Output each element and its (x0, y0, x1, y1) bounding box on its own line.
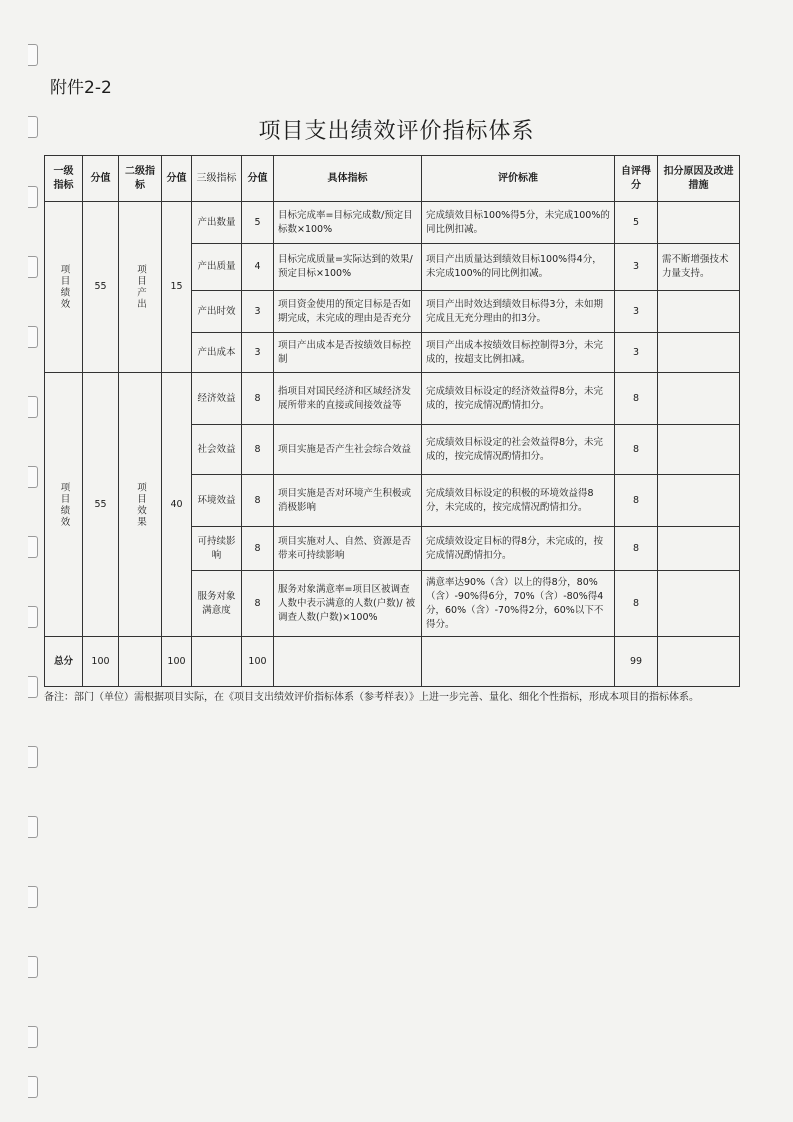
reason-cell (658, 333, 740, 373)
score3-cell: 8 (242, 373, 274, 425)
total-empty-cell (119, 637, 162, 687)
total-self-score: 99 (615, 637, 658, 687)
binding-hole (28, 396, 38, 418)
total-empty-cell (274, 637, 422, 687)
total-empty-cell (192, 637, 242, 687)
binding-hole (28, 676, 38, 698)
level3-cell: 产出质量 (192, 244, 242, 291)
header-indicator: 具体指标 (274, 156, 422, 202)
reason-cell (658, 527, 740, 571)
binding-hole (28, 606, 38, 628)
level1-label: 项目绩效 (58, 264, 70, 310)
header-standard: 评价标准 (422, 156, 615, 202)
header-reason: 扣分原因及改进措施 (658, 156, 740, 202)
standard-cell: 项目产出成本按绩效目标控制得3分，未完成的，按超支比例扣减。 (422, 333, 615, 373)
indicator-cell: 项目实施是否对环境产生积极或消极影响 (274, 475, 422, 527)
indicator-cell: 指项目对国民经济和区域经济发展所带来的直接或间接效益等 (274, 373, 422, 425)
reason-cell (658, 425, 740, 475)
binding-hole (28, 44, 38, 66)
header-level3: 三级指标 (192, 156, 242, 202)
standard-cell: 完成绩效目标100%得5分，未完成100%的同比例扣减。 (422, 202, 615, 244)
level1-cell (45, 373, 83, 637)
header-score1: 分值 (83, 156, 119, 202)
binding-hole (28, 536, 38, 558)
score2-cell: 40 (162, 373, 192, 637)
total-score1: 100 (83, 637, 119, 687)
page-title: 项目支出绩效评价指标体系 (258, 119, 535, 144)
header-score3: 分值 (242, 156, 274, 202)
standard-cell: 完成绩效目标设定的经济效益得8分，未完成的，按完成情况酌情扣分。 (422, 373, 615, 425)
binding-hole (28, 956, 38, 978)
level2-cell (119, 373, 162, 637)
table-row (45, 373, 740, 425)
standard-cell: 满意率达90%（含）以上的得8分，80%（含）-90%得6分，70%（含）-80%得4分，60%（含）-70%得2分，60%以下不得分。 (422, 571, 615, 637)
indicator-cell: 项目实施是否产生社会综合效益 (274, 425, 422, 475)
total-empty-cell (422, 637, 615, 687)
indicator-cell: 项目实施对人、自然、资源是否带来可持续影响 (274, 527, 422, 571)
reason-cell: 需不断增强技术力量支持。 (658, 244, 740, 291)
indicator-cell: 项目产出成本是否按绩效目标控制 (274, 333, 422, 373)
total-score3: 100 (242, 637, 274, 687)
header-score2: 分值 (162, 156, 192, 202)
self-score-cell: 8 (615, 571, 658, 637)
level3-cell: 产出数量 (192, 202, 242, 244)
level2-label: 项目效果 (135, 481, 146, 528)
binding-hole (28, 746, 38, 768)
score1-cell: 55 (83, 373, 119, 637)
reason-cell (658, 571, 740, 637)
level3-cell: 环境效益 (192, 475, 242, 527)
footnote: 备注：部门（单位）需根据项目实际，在《项目支出绩效评价指标体系（参考样表）》上进一步完善、量化、细化个性指标，形成本项目的指标体系。 (44, 692, 699, 703)
standard-cell: 完成绩效目标设定的积极的环境效益得8分，未完成的，按完成情况酌情扣分。 (422, 475, 615, 527)
score1-cell: 55 (83, 202, 119, 373)
total-label: 总分 (45, 637, 83, 687)
score3-cell: 5 (242, 202, 274, 244)
binding-hole (28, 1026, 38, 1048)
score3-cell: 8 (242, 571, 274, 637)
level3-cell: 产出时效 (192, 291, 242, 333)
standard-cell: 完成绩效目标设定的社会效益得8分，未完成的，按完成情况酌情扣分。 (422, 425, 615, 475)
table-row (45, 202, 740, 244)
score3-cell: 8 (242, 475, 274, 527)
binding-hole (28, 256, 38, 278)
level3-cell: 服务对象满意度 (192, 571, 242, 637)
header-level1: 一级指标 (45, 156, 83, 202)
level3-cell: 产出成本 (192, 333, 242, 373)
attachment-label: 附件2-2 (50, 78, 112, 98)
header-level2: 二级指标 (119, 156, 162, 202)
level1-cell (45, 202, 83, 373)
level2-cell (119, 202, 162, 373)
standard-cell: 项目产出质量达到绩效目标100%得4分，未完成100%的同比例扣减。 (422, 244, 615, 291)
self-score-cell: 3 (615, 244, 658, 291)
level3-cell: 社会效益 (192, 425, 242, 475)
standard-cell: 完成绩效设定目标的得8分，未完成的，按完成情况酌情扣分。 (422, 527, 615, 571)
standard-cell: 项目产出时效达到绩效目标得3分，未如期完成且无充分理由的扣3分。 (422, 291, 615, 333)
level3-cell: 可持续影响 (192, 527, 242, 571)
self-score-cell: 8 (615, 425, 658, 475)
reason-cell (658, 373, 740, 425)
indicator-cell: 目标完成质量=实际达到的效果/预定目标×100% (274, 244, 422, 291)
self-score-cell: 8 (615, 373, 658, 425)
self-score-cell: 8 (615, 475, 658, 527)
binding-hole (28, 466, 38, 488)
score3-cell: 8 (242, 425, 274, 475)
total-row (45, 637, 740, 687)
level2-label: 项目产出 (135, 264, 146, 310)
indicator-cell: 项目资金使用的预定目标是否如期完成，未完成的理由是否充分 (274, 291, 422, 333)
self-score-cell: 8 (615, 527, 658, 571)
score3-cell: 8 (242, 527, 274, 571)
self-score-cell: 3 (615, 291, 658, 333)
total-score2: 100 (162, 637, 192, 687)
self-score-cell: 5 (615, 202, 658, 244)
header-self-score: 自评得分 (615, 156, 658, 202)
score3-cell: 4 (242, 244, 274, 291)
reason-cell (658, 202, 740, 244)
table-header-row (45, 156, 740, 202)
score3-cell: 3 (242, 333, 274, 373)
reason-cell (658, 475, 740, 527)
level3-cell: 经济效益 (192, 373, 242, 425)
level1-label: 项目绩效 (58, 481, 70, 528)
total-empty-cell (658, 637, 740, 687)
self-score-cell: 3 (615, 333, 658, 373)
score2-cell: 15 (162, 202, 192, 373)
indicator-cell: 目标完成率=目标完成数/预定目标数×100% (274, 202, 422, 244)
binding-hole (28, 886, 38, 908)
indicator-cell: 服务对象满意率=项目区被调查人数中表示满意的人数(户数)/ 被调查人数(户数)×100% (274, 571, 422, 637)
binding-hole (28, 1076, 38, 1098)
score3-cell: 3 (242, 291, 274, 333)
binding-hole (28, 326, 38, 348)
reason-cell (658, 291, 740, 333)
indicator-table (44, 155, 740, 687)
binding-hole (28, 816, 38, 838)
binding-hole (28, 186, 38, 208)
